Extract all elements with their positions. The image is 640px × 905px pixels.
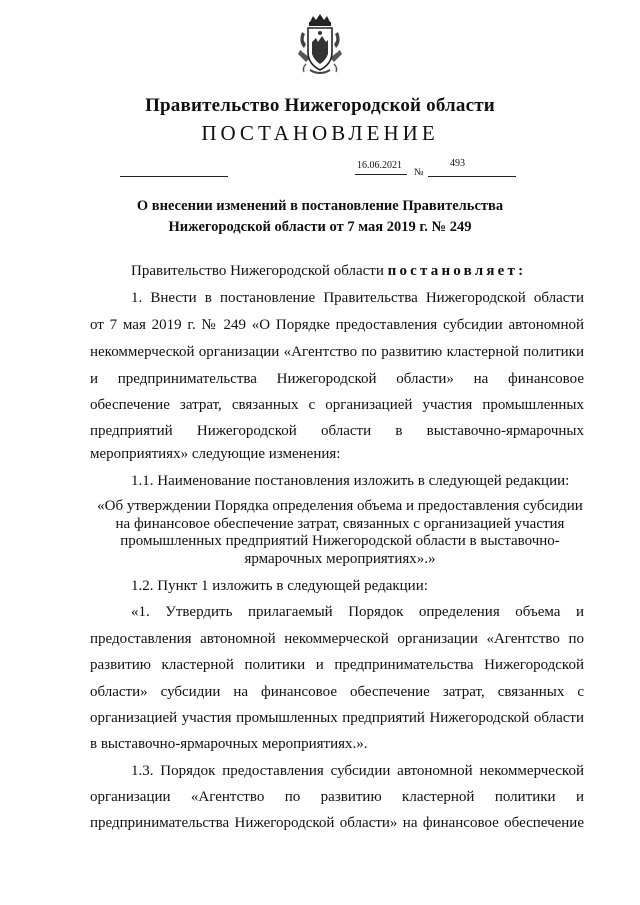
subject-line: О внесении изменений в постановление Правительства — [136, 198, 504, 214]
p1-line: обеспечение затрат, связанных с организацией участия промышленных — [90, 397, 584, 413]
p1-line: предприятий Нижегородской области в выставочно-ярмарочных — [90, 423, 584, 439]
p12-line: «1. Утвердить прилагаемый Порядок определения объема и — [131, 604, 584, 620]
doc-date: 16.06.2021 — [357, 160, 402, 171]
number-sign: № — [414, 167, 424, 178]
preamble-text: Правительство Нижегородской области — [131, 263, 384, 279]
p1-line: 1. Внести в постановление Правительства Нижегородской области — [131, 290, 584, 306]
p1-line: от 7 мая 2019 г. № 249 «О Порядке предоставления субсидии автономной — [90, 317, 584, 333]
p12-line: предоставления автономной некоммерческой организации «Агентство по — [90, 631, 584, 647]
p1-line: и предпринимательства Нижегородской области» на финансовое — [90, 371, 584, 387]
p12-line: развитию кластерной политики и предпринимательства Нижегородской — [90, 657, 584, 673]
p1-line: мероприятиях» следующие изменения: — [90, 446, 341, 462]
p12-line: в выставочно-ярмарочных мероприятиях.». — [90, 736, 368, 752]
doc-number: 493 — [450, 158, 465, 169]
p12-line: организацией участия промышленных предприятий Нижегородской области — [90, 710, 584, 726]
org-title: Правительство Нижегородской области — [145, 95, 495, 116]
doc-type-title: ПОСТАНОВЛЕНИЕ — [201, 121, 439, 145]
preamble-decree-word: постановляет: — [387, 263, 527, 279]
p12-text: 1.2. Пункт 1 изложить в следующей редакции: — [131, 578, 428, 594]
p13-line: предпринимательства Нижегородской области» на финансовое обеспечение — [90, 815, 584, 831]
left-blank-line — [120, 176, 228, 177]
coat-of-arms-icon — [296, 14, 344, 78]
p13-line: 1.3. Порядок предоставления субсидии автономной некоммерческой — [131, 763, 584, 779]
quote-line: ярмарочных мероприятиях».» — [244, 550, 436, 567]
quoted-title — [90, 498, 590, 568]
preamble — [131, 263, 526, 280]
p13-line: организации «Агентство по развитию кластерной политики и — [90, 789, 584, 805]
quote-line: на финансовое обеспечение затрат, связанных с организацией участия — [115, 515, 565, 532]
p1-line: некоммерческой организации «Агентство по развитию кластерной политики — [90, 344, 584, 360]
document-subject — [0, 196, 640, 238]
quote-line: промышленных предприятий Нижегородской области в выставочно- — [120, 533, 560, 549]
subject-line: Нижегородской области от 7 мая 2019 г. № 249 — [168, 219, 472, 235]
p12-line: области» субсидии на финансовое обеспечение затрат, связанных с — [90, 684, 584, 700]
p11-text: 1.1. Наименование постановления изложить в следующей редакции: — [131, 473, 570, 489]
quote-line: «Об утверждении Порядка определения объема и предоставления субсидии — [97, 498, 583, 514]
number-underline — [428, 176, 516, 177]
date-underline — [355, 174, 407, 175]
